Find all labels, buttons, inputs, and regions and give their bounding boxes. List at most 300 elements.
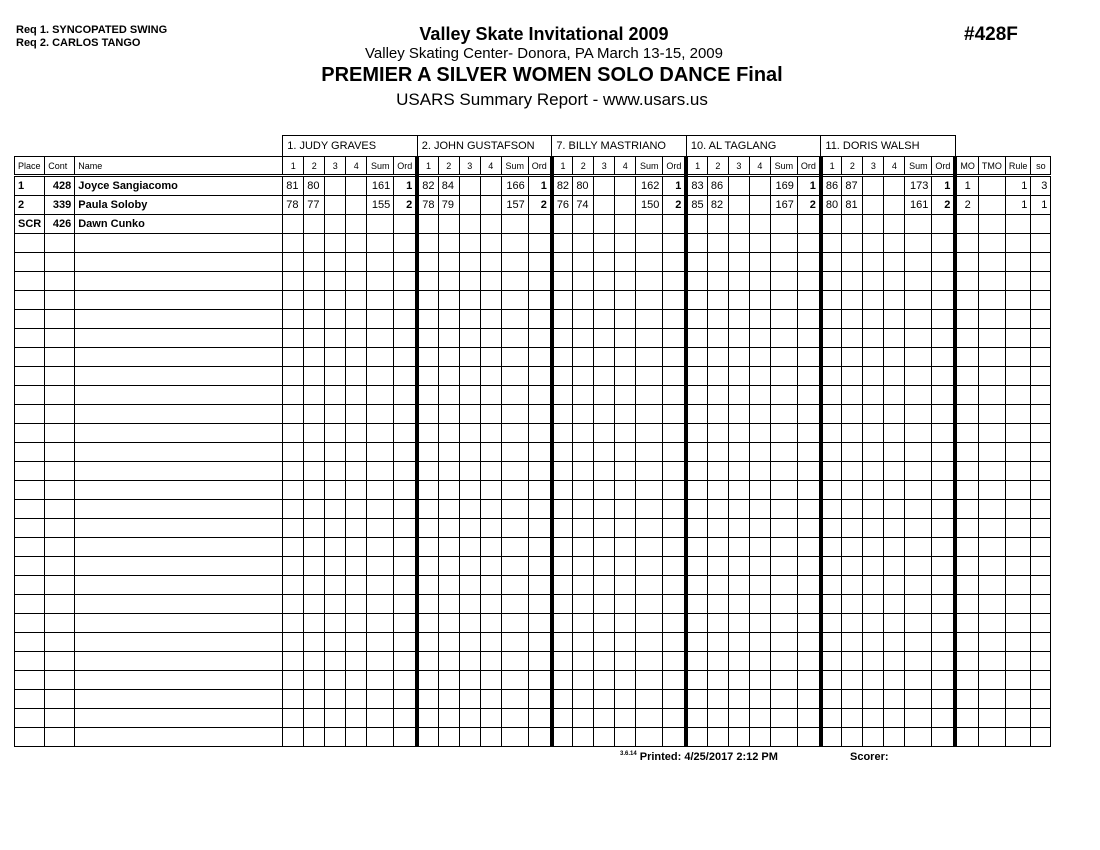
empty-cell <box>1031 557 1051 576</box>
event-number: #428F <box>964 24 1018 45</box>
empty-cell <box>15 291 45 310</box>
empty-cell <box>842 500 863 519</box>
empty-cell <box>45 405 75 424</box>
empty-cell <box>932 405 956 424</box>
empty-cell <box>707 386 728 405</box>
empty-cell <box>283 462 304 481</box>
empty-cell <box>304 443 325 462</box>
empty-cell <box>594 690 615 709</box>
empty-cell <box>932 671 956 690</box>
header-judge-col: Ord <box>394 157 418 176</box>
empty-cell <box>501 348 528 367</box>
empty-cell <box>978 424 1005 443</box>
place-cell: SCR <box>15 215 45 234</box>
empty-cell <box>663 671 687 690</box>
empty-cell <box>686 481 707 500</box>
empty-cell <box>367 595 394 614</box>
empty-cell <box>821 462 842 481</box>
empty-cell <box>955 709 978 728</box>
empty-cell <box>884 481 905 500</box>
empty-cell <box>905 272 932 291</box>
empty-cell <box>1005 557 1031 576</box>
empty-cell <box>283 405 304 424</box>
empty-cell <box>417 576 438 595</box>
empty-cell <box>594 348 615 367</box>
empty-cell <box>15 671 45 690</box>
empty-cell <box>45 443 75 462</box>
empty-cell <box>932 367 956 386</box>
empty-cell <box>283 633 304 652</box>
empty-cell <box>955 728 978 747</box>
empty-cell <box>367 405 394 424</box>
empty-cell <box>615 424 636 443</box>
empty-cell <box>438 443 459 462</box>
empty-cell <box>367 633 394 652</box>
empty-cell <box>394 595 418 614</box>
empty-cell <box>842 690 863 709</box>
table-row <box>15 215 1051 234</box>
empty-cell <box>304 348 325 367</box>
empty-cell <box>663 519 687 538</box>
empty-cell <box>707 234 728 253</box>
empty-row <box>15 595 1051 614</box>
empty-cell <box>304 595 325 614</box>
empty-cell <box>480 462 501 481</box>
empty-cell <box>905 386 932 405</box>
empty-cell <box>45 329 75 348</box>
empty-cell <box>501 519 528 538</box>
empty-cell <box>905 500 932 519</box>
empty-cell <box>955 671 978 690</box>
header-so: so <box>1031 157 1051 176</box>
empty-cell <box>728 652 749 671</box>
empty-cell <box>45 272 75 291</box>
requirement-1: Req 1. SYNCOPATED SWING <box>16 24 168 36</box>
empty-cell <box>905 709 932 728</box>
empty-cell <box>528 557 552 576</box>
empty-cell <box>283 690 304 709</box>
judge-name: 2. JOHN GUSTAFSON <box>417 136 552 157</box>
header-name: Name <box>75 157 283 176</box>
empty-cell <box>1005 405 1031 424</box>
score-cell <box>821 215 842 234</box>
score-cell <box>707 215 728 234</box>
empty-cell <box>932 652 956 671</box>
empty-cell <box>346 329 367 348</box>
empty-cell <box>686 671 707 690</box>
empty-cell <box>663 557 687 576</box>
empty-cell <box>459 310 480 329</box>
empty-row <box>15 500 1051 519</box>
empty-cell <box>905 443 932 462</box>
empty-cell <box>770 538 797 557</box>
empty-cell <box>749 576 770 595</box>
header-judge-col: 2 <box>573 157 594 176</box>
empty-cell <box>594 538 615 557</box>
empty-cell <box>552 253 573 272</box>
empty-cell <box>932 310 956 329</box>
empty-cell <box>821 424 842 443</box>
empty-cell <box>615 671 636 690</box>
empty-cell <box>367 348 394 367</box>
empty-cell <box>884 424 905 443</box>
header-judge-col: Sum <box>636 157 663 176</box>
empty-cell <box>346 348 367 367</box>
empty-cell <box>863 576 884 595</box>
empty-cell <box>863 595 884 614</box>
empty-cell <box>842 728 863 747</box>
empty-cell <box>821 557 842 576</box>
empty-cell <box>15 519 45 538</box>
empty-cell <box>615 310 636 329</box>
empty-cell <box>1005 348 1031 367</box>
empty-cell <box>770 386 797 405</box>
empty-cell <box>749 291 770 310</box>
empty-cell <box>884 576 905 595</box>
empty-cell <box>707 595 728 614</box>
empty-cell <box>552 690 573 709</box>
empty-cell <box>863 291 884 310</box>
empty-cell <box>283 424 304 443</box>
empty-cell <box>346 633 367 652</box>
empty-cell <box>636 462 663 481</box>
empty-cell <box>480 329 501 348</box>
empty-cell <box>728 690 749 709</box>
empty-cell <box>932 519 956 538</box>
empty-cell <box>728 671 749 690</box>
empty-cell <box>1031 291 1051 310</box>
empty-cell <box>821 329 842 348</box>
empty-cell <box>283 348 304 367</box>
empty-cell <box>1031 671 1051 690</box>
empty-cell <box>283 576 304 595</box>
empty-cell <box>905 329 932 348</box>
empty-cell <box>325 500 346 519</box>
empty-cell <box>480 443 501 462</box>
empty-cell <box>528 310 552 329</box>
empty-cell <box>615 291 636 310</box>
empty-cell <box>663 500 687 519</box>
empty-cell <box>821 538 842 557</box>
empty-cell <box>15 443 45 462</box>
empty-cell <box>636 405 663 424</box>
empty-cell <box>394 538 418 557</box>
header-judge-col: 4 <box>884 157 905 176</box>
empty-cell <box>501 443 528 462</box>
empty-cell <box>749 272 770 291</box>
header-judge-col: 2 <box>304 157 325 176</box>
empty-cell <box>528 652 552 671</box>
empty-cell <box>636 272 663 291</box>
empty-cell <box>686 443 707 462</box>
empty-cell <box>75 424 283 443</box>
empty-cell <box>573 728 594 747</box>
empty-cell <box>905 614 932 633</box>
empty-cell <box>1031 500 1051 519</box>
rule-cell: 1 <box>1005 176 1031 196</box>
empty-cell <box>394 405 418 424</box>
header-judge-col: 4 <box>615 157 636 176</box>
empty-cell <box>663 386 687 405</box>
empty-cell <box>663 728 687 747</box>
empty-cell <box>749 386 770 405</box>
empty-cell <box>45 519 75 538</box>
empty-cell <box>636 614 663 633</box>
header-mo: MO <box>955 157 978 176</box>
empty-cell <box>325 595 346 614</box>
empty-cell <box>707 272 728 291</box>
score-cell <box>863 196 884 215</box>
empty-cell <box>663 253 687 272</box>
empty-cell <box>594 709 615 728</box>
score-cell <box>749 196 770 215</box>
empty-cell <box>636 481 663 500</box>
empty-cell <box>749 329 770 348</box>
empty-cell <box>863 709 884 728</box>
empty-cell <box>955 234 978 253</box>
score-cell <box>325 176 346 196</box>
empty-cell <box>884 272 905 291</box>
judge-name: 7. BILLY MASTRIANO <box>552 136 687 157</box>
empty-cell <box>552 481 573 500</box>
empty-cell <box>283 538 304 557</box>
empty-cell <box>615 709 636 728</box>
empty-cell <box>75 614 283 633</box>
empty-cell <box>594 519 615 538</box>
empty-cell <box>932 709 956 728</box>
empty-cell <box>1005 443 1031 462</box>
empty-row <box>15 443 1051 462</box>
empty-cell <box>346 614 367 633</box>
empty-cell <box>821 614 842 633</box>
empty-cell <box>863 538 884 557</box>
empty-cell <box>707 690 728 709</box>
empty-cell <box>663 234 687 253</box>
empty-cell <box>978 538 1005 557</box>
empty-cell <box>417 709 438 728</box>
empty-cell <box>770 709 797 728</box>
empty-cell <box>367 367 394 386</box>
empty-cell <box>842 386 863 405</box>
empty-cell <box>884 728 905 747</box>
empty-cell <box>770 576 797 595</box>
empty-cell <box>797 690 821 709</box>
empty-cell <box>283 595 304 614</box>
header-judge-col: 1 <box>821 157 842 176</box>
empty-cell <box>325 367 346 386</box>
so-cell: 1 <box>1031 196 1051 215</box>
empty-cell <box>394 728 418 747</box>
empty-cell <box>45 424 75 443</box>
cont-cell: 428 <box>45 176 75 196</box>
score-cell <box>346 196 367 215</box>
empty-cell <box>501 462 528 481</box>
empty-cell <box>459 272 480 291</box>
empty-cell <box>863 234 884 253</box>
empty-cell <box>367 291 394 310</box>
empty-cell <box>797 576 821 595</box>
empty-cell <box>955 538 978 557</box>
empty-cell <box>438 595 459 614</box>
empty-cell <box>615 500 636 519</box>
empty-cell <box>528 709 552 728</box>
score-cell: 155 <box>367 196 394 215</box>
empty-cell <box>367 690 394 709</box>
scorer-label: Scorer: <box>850 751 889 763</box>
empty-cell <box>663 462 687 481</box>
empty-cell <box>707 310 728 329</box>
empty-cell <box>636 253 663 272</box>
name-cell: Dawn Cunko <box>75 215 283 234</box>
empty-row <box>15 728 1051 747</box>
rule-cell: 1 <box>1005 196 1031 215</box>
score-cell: 81 <box>842 196 863 215</box>
event-title: Valley Skate Invitational 2009 <box>419 24 669 44</box>
empty-cell <box>346 671 367 690</box>
score-cell: 161 <box>367 176 394 196</box>
empty-row <box>15 367 1051 386</box>
tmo-cell <box>978 196 1005 215</box>
empty-cell <box>45 310 75 329</box>
empty-cell <box>884 234 905 253</box>
empty-cell <box>615 443 636 462</box>
empty-cell <box>686 310 707 329</box>
header-judge-col: 2 <box>707 157 728 176</box>
score-cell: 76 <box>552 196 573 215</box>
empty-cell <box>480 576 501 595</box>
empty-cell <box>1005 424 1031 443</box>
empty-cell <box>367 728 394 747</box>
empty-cell <box>528 595 552 614</box>
empty-cell <box>528 386 552 405</box>
empty-cell <box>283 709 304 728</box>
empty-cell <box>367 329 394 348</box>
mo-cell: 2 <box>955 196 978 215</box>
empty-cell <box>932 595 956 614</box>
empty-cell <box>501 272 528 291</box>
score-cell: 82 <box>552 176 573 196</box>
empty-cell <box>15 348 45 367</box>
empty-cell <box>573 633 594 652</box>
empty-cell <box>749 652 770 671</box>
empty-cell <box>707 576 728 595</box>
empty-cell <box>304 709 325 728</box>
empty-cell <box>884 595 905 614</box>
empty-cell <box>417 405 438 424</box>
empty-cell <box>749 614 770 633</box>
empty-cell <box>707 443 728 462</box>
empty-cell <box>770 500 797 519</box>
mo-cell <box>955 215 978 234</box>
score-cell <box>615 215 636 234</box>
empty-cell <box>45 538 75 557</box>
empty-cell <box>75 652 283 671</box>
empty-cell <box>842 405 863 424</box>
empty-row <box>15 386 1051 405</box>
empty-cell <box>1031 576 1051 595</box>
empty-cell <box>1031 253 1051 272</box>
empty-cell <box>325 462 346 481</box>
empty-cell <box>615 462 636 481</box>
empty-cell <box>552 595 573 614</box>
empty-cell <box>528 462 552 481</box>
score-cell <box>480 176 501 196</box>
score-cell <box>394 215 418 234</box>
empty-cell <box>459 462 480 481</box>
empty-cell <box>417 310 438 329</box>
empty-cell <box>594 576 615 595</box>
empty-cell <box>1005 500 1031 519</box>
empty-cell <box>528 234 552 253</box>
score-cell: 78 <box>417 196 438 215</box>
empty-cell <box>283 386 304 405</box>
empty-cell <box>438 576 459 595</box>
empty-cell <box>884 614 905 633</box>
empty-cell <box>346 291 367 310</box>
empty-cell <box>417 272 438 291</box>
results-table <box>14 135 1051 747</box>
empty-cell <box>821 671 842 690</box>
empty-cell <box>821 386 842 405</box>
empty-cell <box>552 272 573 291</box>
empty-cell <box>797 538 821 557</box>
empty-cell <box>45 481 75 500</box>
empty-cell <box>770 291 797 310</box>
empty-cell <box>552 329 573 348</box>
empty-cell <box>438 671 459 690</box>
empty-cell <box>480 595 501 614</box>
empty-cell <box>459 709 480 728</box>
empty-cell <box>480 481 501 500</box>
empty-cell <box>863 424 884 443</box>
empty-cell <box>707 329 728 348</box>
empty-cell <box>417 367 438 386</box>
empty-cell <box>749 595 770 614</box>
empty-cell <box>978 595 1005 614</box>
empty-cell <box>459 291 480 310</box>
empty-cell <box>304 538 325 557</box>
empty-cell <box>346 272 367 291</box>
empty-cell <box>905 728 932 747</box>
cont-cell: 426 <box>45 215 75 234</box>
empty-cell <box>770 443 797 462</box>
score-cell: 85 <box>686 196 707 215</box>
empty-cell <box>573 234 594 253</box>
empty-cell <box>749 443 770 462</box>
empty-cell <box>304 652 325 671</box>
empty-row <box>15 272 1051 291</box>
empty-cell <box>1031 538 1051 557</box>
score-cell <box>594 176 615 196</box>
empty-cell <box>770 633 797 652</box>
empty-cell <box>905 481 932 500</box>
empty-cell <box>797 462 821 481</box>
empty-cell <box>573 481 594 500</box>
empty-cell <box>394 500 418 519</box>
score-cell: 79 <box>438 196 459 215</box>
header-cont: Cont <box>45 157 75 176</box>
empty-cell <box>749 538 770 557</box>
tmo-cell <box>978 176 1005 196</box>
empty-cell <box>636 500 663 519</box>
empty-cell <box>480 652 501 671</box>
empty-cell <box>905 462 932 481</box>
place-cell: 2 <box>15 196 45 215</box>
empty-cell <box>552 557 573 576</box>
empty-cell <box>394 291 418 310</box>
score-cell <box>615 176 636 196</box>
score-cell: 162 <box>636 176 663 196</box>
